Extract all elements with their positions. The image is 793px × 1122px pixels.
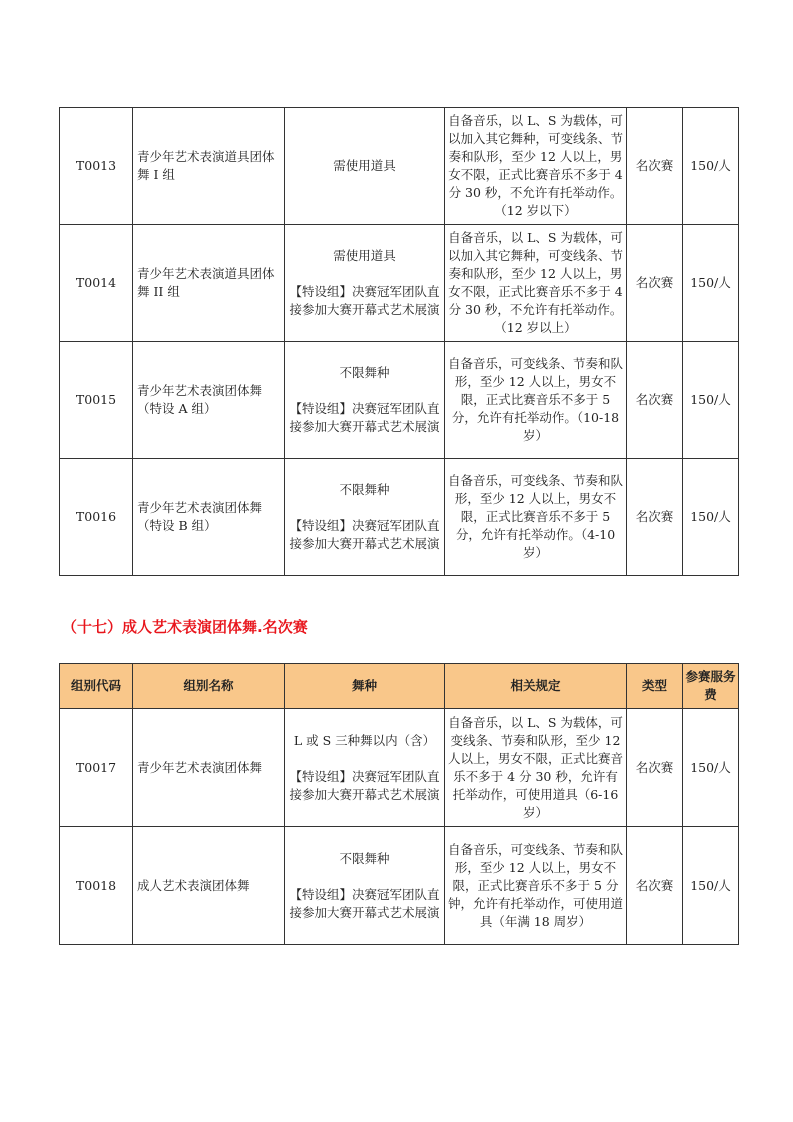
- service-fee: 150/人: [683, 108, 739, 225]
- table-row: [60, 342, 739, 459]
- competition-type: 名次赛: [627, 827, 683, 945]
- dance-main: L 或 S 三种舞以内（含）: [293, 732, 436, 748]
- table-row: [60, 459, 739, 576]
- dance-note: 【特设组】决赛冠军团队直接参加大赛开幕式艺术展演: [289, 401, 440, 434]
- header-name: 组别名称: [133, 664, 285, 709]
- rule-text: [445, 225, 627, 342]
- dance-type: [285, 108, 445, 225]
- group-name: 青少年艺术表演团体舞: [133, 709, 285, 827]
- group-code: T0014: [60, 225, 133, 342]
- rule-content: 自备音乐，可变线条、节奏和队形，至少 12 人以上，男女不限，正式比赛音乐不多于 5 分，允许有托举动作。（10-18 岁）: [447, 356, 623, 443]
- table-row: [60, 827, 739, 945]
- dance-main: 不限舞种: [339, 365, 390, 380]
- rule-content: 自备音乐，以 L、S 为载体，可变线条、节奏和队形，至少 12 人以上，男女不限，正式比赛音乐不多于 4 分 30 秒，允许有托举动作，可使用道具（6-16 岁）: [447, 714, 623, 820]
- header-type: 类型: [627, 664, 683, 709]
- dance-type: [285, 342, 445, 459]
- service-fee: 150/人: [683, 827, 739, 945]
- table-header-row: [60, 664, 739, 709]
- group-code: T0017: [60, 709, 133, 827]
- rule-text: [445, 709, 627, 827]
- dance-note: 【特设组】决赛冠军团队直接参加大赛开幕式艺术展演: [289, 284, 440, 317]
- header-rule: 相关规定: [445, 664, 627, 709]
- dance-main: 不限舞种: [339, 482, 390, 497]
- rule-text: [445, 827, 627, 945]
- table-row: [60, 108, 739, 225]
- competition-type: 名次赛: [627, 709, 683, 827]
- group-name: 青少年艺术表演道具团体舞 I 组: [133, 108, 285, 225]
- service-fee: 150/人: [683, 342, 739, 459]
- rule-content: 自备音乐，以 L、S 为载体，可以加入其它舞种，可变线条、节奏和队形，至少 12 人以上，男女不限，正式比赛音乐不多于 4 分 30 秒，不允许有托举动作。（12 岁以上）: [447, 230, 623, 335]
- group-code: T0016: [60, 459, 133, 576]
- group-name: 成人艺术表演团体舞: [133, 827, 285, 945]
- rule-text: [445, 342, 627, 459]
- table-row: [60, 225, 739, 342]
- dance-main: 需使用道具: [333, 158, 396, 173]
- header-code: 组别代码: [60, 664, 133, 709]
- rule-content: 自备音乐，以 L、S 为载体，可以加入其它舞种，可变线条、节奏和队形，至少 12 人以上，男女不限，正式比赛音乐不多于 4 分 30 秒，不允许有托举动作。（12 岁以下）: [447, 113, 623, 218]
- header-dance: 舞种: [285, 664, 445, 709]
- competition-type: 名次赛: [627, 108, 683, 225]
- dance-type: [285, 709, 445, 827]
- group-code: T0013: [60, 108, 133, 225]
- group-table: [59, 663, 739, 945]
- service-fee: 150/人: [683, 459, 739, 576]
- table-row: [60, 709, 739, 827]
- dance-type: [285, 827, 445, 945]
- header-fee: 参赛服务费: [683, 664, 739, 709]
- rule-content: 自备音乐，可变线条、节奏和队形，至少 12 人以上，男女不限，正式比赛音乐不多于 5 分，允许有托举动作。（4-10 岁）: [447, 473, 623, 560]
- service-fee: 150/人: [683, 709, 739, 827]
- group-code: T0015: [60, 342, 133, 459]
- dance-main: 需使用道具: [333, 248, 396, 263]
- service-fee: 150/人: [683, 225, 739, 342]
- section-title: （十七）成人艺术表演团体舞.名次赛: [62, 618, 308, 636]
- rule-content: 自备音乐，可变线条、节奏和队形，至少 12 人以上，男女不限，正式比赛音乐不多于 5 分钟，允许有托举动作，可使用道具（年满 18 周岁）: [447, 841, 623, 929]
- competition-type: 名次赛: [627, 459, 683, 576]
- dance-note: 【特设组】决赛冠军团队直接参加大赛开幕式艺术展演: [289, 768, 440, 802]
- competition-type: 名次赛: [627, 342, 683, 459]
- rule-text: [445, 108, 627, 225]
- dance-type: [285, 459, 445, 576]
- rule-text: [445, 459, 627, 576]
- group-code: T0018: [60, 827, 133, 945]
- dance-main: 不限舞种: [339, 850, 390, 866]
- competition-type: 名次赛: [627, 225, 683, 342]
- dance-note: 【特设组】决赛冠军团队直接参加大赛开幕式艺术展演: [289, 518, 440, 551]
- dance-type: [285, 225, 445, 342]
- dance-note: 【特设组】决赛冠军团队直接参加大赛开幕式艺术展演: [289, 886, 440, 920]
- group-name: 青少年艺术表演团体舞（特设 A 组）: [133, 342, 285, 459]
- group-name: 青少年艺术表演道具团体舞 II 组: [133, 225, 285, 342]
- group-table-continued: [59, 107, 739, 576]
- group-name: 青少年艺术表演团体舞（特设 B 组）: [133, 459, 285, 576]
